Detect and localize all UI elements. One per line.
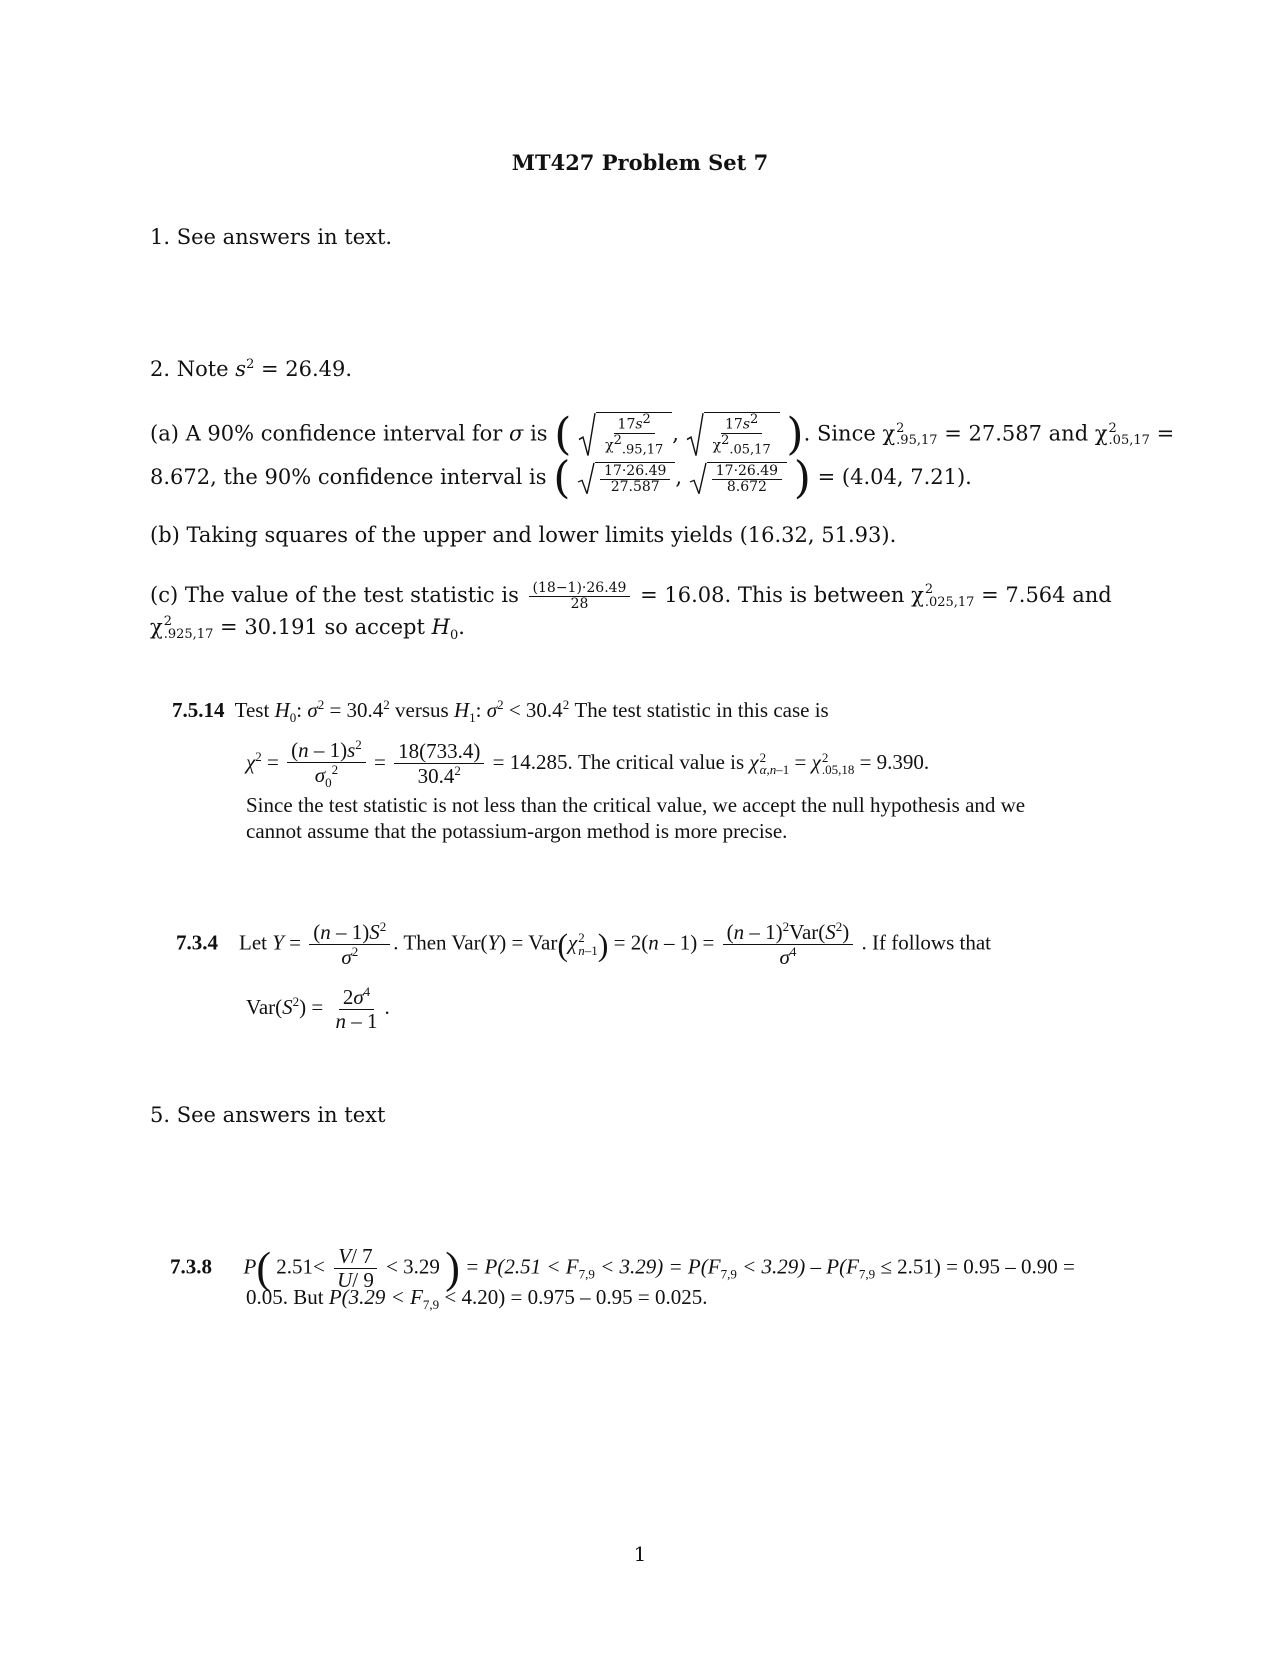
test-word: Test	[234, 698, 270, 722]
sqrt-upper-symbolic: $\frac{17s^2}{\chi^2_{.05,17}}$	[686, 412, 780, 458]
prob-expr-1: = P(2.51 < F	[465, 1254, 579, 1279]
sqrt-lower-den: 27.587	[610, 479, 660, 495]
sqrt-lower-symbolic: $\frac{17s^2}{\chi^2_{.95,17}}$	[578, 412, 672, 458]
prob-expr-5: P(3.29 < F	[328, 1285, 423, 1309]
part-c-line-2: χ 2 .925,17 = 30.191 so accept $H_0$.	[150, 614, 465, 644]
part-c-line-1: (c) The value of the test statistic is $\frac{(18-1)\cdot 26.49}{28}$ = 16.08. This is between χ 2 .025,17 = 7.564 and	[150, 579, 1112, 612]
part-a-line-2: 8.672, the 90% confidence interval is ( $\frac{17\cdot 26.49}{27.587}$ , $\frac{17\cdot 26.49}{8.672}$ ) = (4.04, 7.21).	[150, 452, 972, 504]
page-number: 1	[633, 1542, 647, 1566]
versus-word: versus	[395, 698, 449, 722]
var-den: – 1	[351, 1009, 378, 1034]
part-b	[150, 520, 896, 550]
ratio-u: U	[337, 1268, 353, 1293]
var-label: Var(	[246, 994, 283, 1019]
problem-7-3-4-label: 7.3.4	[176, 930, 218, 955]
problem-5-text: 5. See answers in text	[150, 1103, 386, 1127]
prob-expr-6: < 4.20) = 0.975 – 0.95 = 0.025.	[444, 1285, 708, 1309]
part-a-line-1: (a) A 90% confidence interval for σ is ( $\frac{17s^2}{\chi^2_{.95,17}}$ , $\frac{17s^2}{\chi^2_{.05,17}}$ ). Since χ 2 .95,17 = 27.587 and χ 2 .05,17 =	[150, 408, 1175, 460]
problem-7-5-14-formula: $\chi^2$ = $\frac{(n - 1)s^2}{\sigma_0^2}$ = $\frac{18(733.4)}{30.4^2}$ = 14.285. The critical value is χ 2 α,n–1 = χ 2 .05,18 = 9.390.	[246, 737, 930, 791]
ratio-v: V	[338, 1244, 352, 1268]
chi-95-value: = 27.587 and	[944, 421, 1089, 446]
problem-7-5-14-text: The test statistic in this case is	[574, 698, 829, 722]
problem-7-5-14-line-4: cannot assume that the potassium-argon method is more precise.	[246, 819, 788, 843]
problem-5	[150, 1100, 385, 1130]
problem-7-3-4-line-1: 7.3.4 Let Y = $\frac{(n - 1)S^2}{\sigma^2}$ . Then Var(Y) = Var(χ 2 n–1 ) = 2(n – 1) = $\frac{(n - 1)^2Var(S^2)}{\sigma^4}$ . If follows that	[176, 919, 991, 970]
problem-7-5-14-label: 7.5.14	[172, 698, 225, 722]
part-b-text: (b) Taking squares of the upper and lower limits yields (16.32, 51.93).	[150, 523, 897, 547]
var-num: 2	[342, 985, 354, 1009]
alt-value: < 30.4	[508, 698, 563, 722]
var-text: ) = Var	[499, 930, 558, 955]
part-c-text: (c) The value of the test statistic is	[150, 583, 519, 607]
ratio-upper: < 3.29	[386, 1254, 440, 1279]
part-a-text: (a) A 90% confidence interval for	[150, 421, 503, 446]
equals-sign: =	[1156, 421, 1175, 446]
prob-expr-2: < 3.29) = P(F	[600, 1254, 721, 1279]
problem-2: 2. Note $s^2 = 26.49$.	[150, 357, 353, 381]
problem-2-value: = 26.49.	[254, 357, 353, 381]
problem-2-lead: 2. Note	[150, 357, 236, 381]
but-text: 0.05. But	[246, 1285, 324, 1309]
test-stat-num: (18−1)·26.49	[529, 581, 631, 597]
sqrt-upper-num: 17·26.49	[712, 464, 782, 480]
problem-1-text: 1. See answers in text.	[150, 225, 393, 249]
follows-text: . If follows that	[861, 930, 991, 955]
part-a-since: . Since	[803, 421, 876, 446]
let-word: Let	[239, 930, 267, 955]
sqrt-upper-den: 8.672	[726, 479, 767, 495]
problem-7-3-8-line-1: 7.3.8 P( 2.51< $\frac{V/ 7}{U/ 9}$ < 3.29 ) = $P(2.51 < F_{7,9} < 3.29) = P(F_{7,9} < 3.29) - P(F_{7,9} \le 2.51) = 0.95 - 0.90$ =	[170, 1243, 1075, 1293]
part-a-line-2-text: 8.672, the 90% confidence interval is	[150, 465, 547, 490]
minus-one: – 1) =	[664, 930, 715, 955]
null-value: = 30.4	[329, 698, 384, 722]
test-stat-den: 28	[570, 596, 589, 612]
equals-two: = 2(	[613, 930, 649, 955]
chi-925-value: = 30.191 so accept	[220, 615, 425, 639]
prob-expr-3: < 3.29) – P(F	[742, 1254, 859, 1279]
part-a-is: is	[530, 421, 548, 446]
ratio-u-df: / 9	[352, 1268, 374, 1293]
ratio-lower: 2.51<	[276, 1254, 325, 1279]
problem-7-3-8-label: 7.3.8	[170, 1254, 212, 1279]
sqrt-lower-num: 17·26.49	[600, 464, 670, 480]
problem-7-3-4-line-2: $Var(S^2)$ = $\frac{2\sigma^4}{n - 1}$ .	[246, 984, 390, 1034]
critical-value: = 9.390.	[859, 750, 930, 775]
sqrt-lower-numeric	[577, 462, 675, 495]
problem-1	[150, 222, 392, 252]
prob-expr-4: ≤ 2.51) = 0.95 – 0.90 =	[880, 1254, 1075, 1279]
chi-025-value: = 7.564 and	[981, 583, 1112, 607]
ratio-v-df: / 7	[351, 1244, 373, 1268]
stat-den: 30.4	[417, 764, 455, 789]
problem-7-5-14-line-1: 7.5.14 Test $H_0$: $\sigma^2 = 30.4^2$ versus $H_1$: $\sigma^2 < 30.4^2$ The test statistic in this case is	[172, 697, 829, 726]
then-text: . Then Var(	[393, 930, 488, 955]
problem-7-3-8-line-2: 0.05. But $P(3.29 < F_{7,9} < 4.20) = 0.975 - 0.95 = 0.025$.	[246, 1285, 708, 1313]
page-title: MT427 Problem Set 7	[511, 150, 769, 175]
sqrt-upper-numeric	[689, 462, 787, 495]
stat-num: 18(733.4)	[394, 740, 484, 764]
part-c-between: = 16.08. This is between	[640, 583, 905, 607]
stat-result: = 14.285. The critical value is	[492, 750, 745, 775]
problem-7-5-14-line-3: Since the test statistic is not less than the critical value, we accept the null hypothesis and we	[246, 793, 1026, 817]
part-a-result: = (4.04, 7.21).	[817, 465, 972, 490]
